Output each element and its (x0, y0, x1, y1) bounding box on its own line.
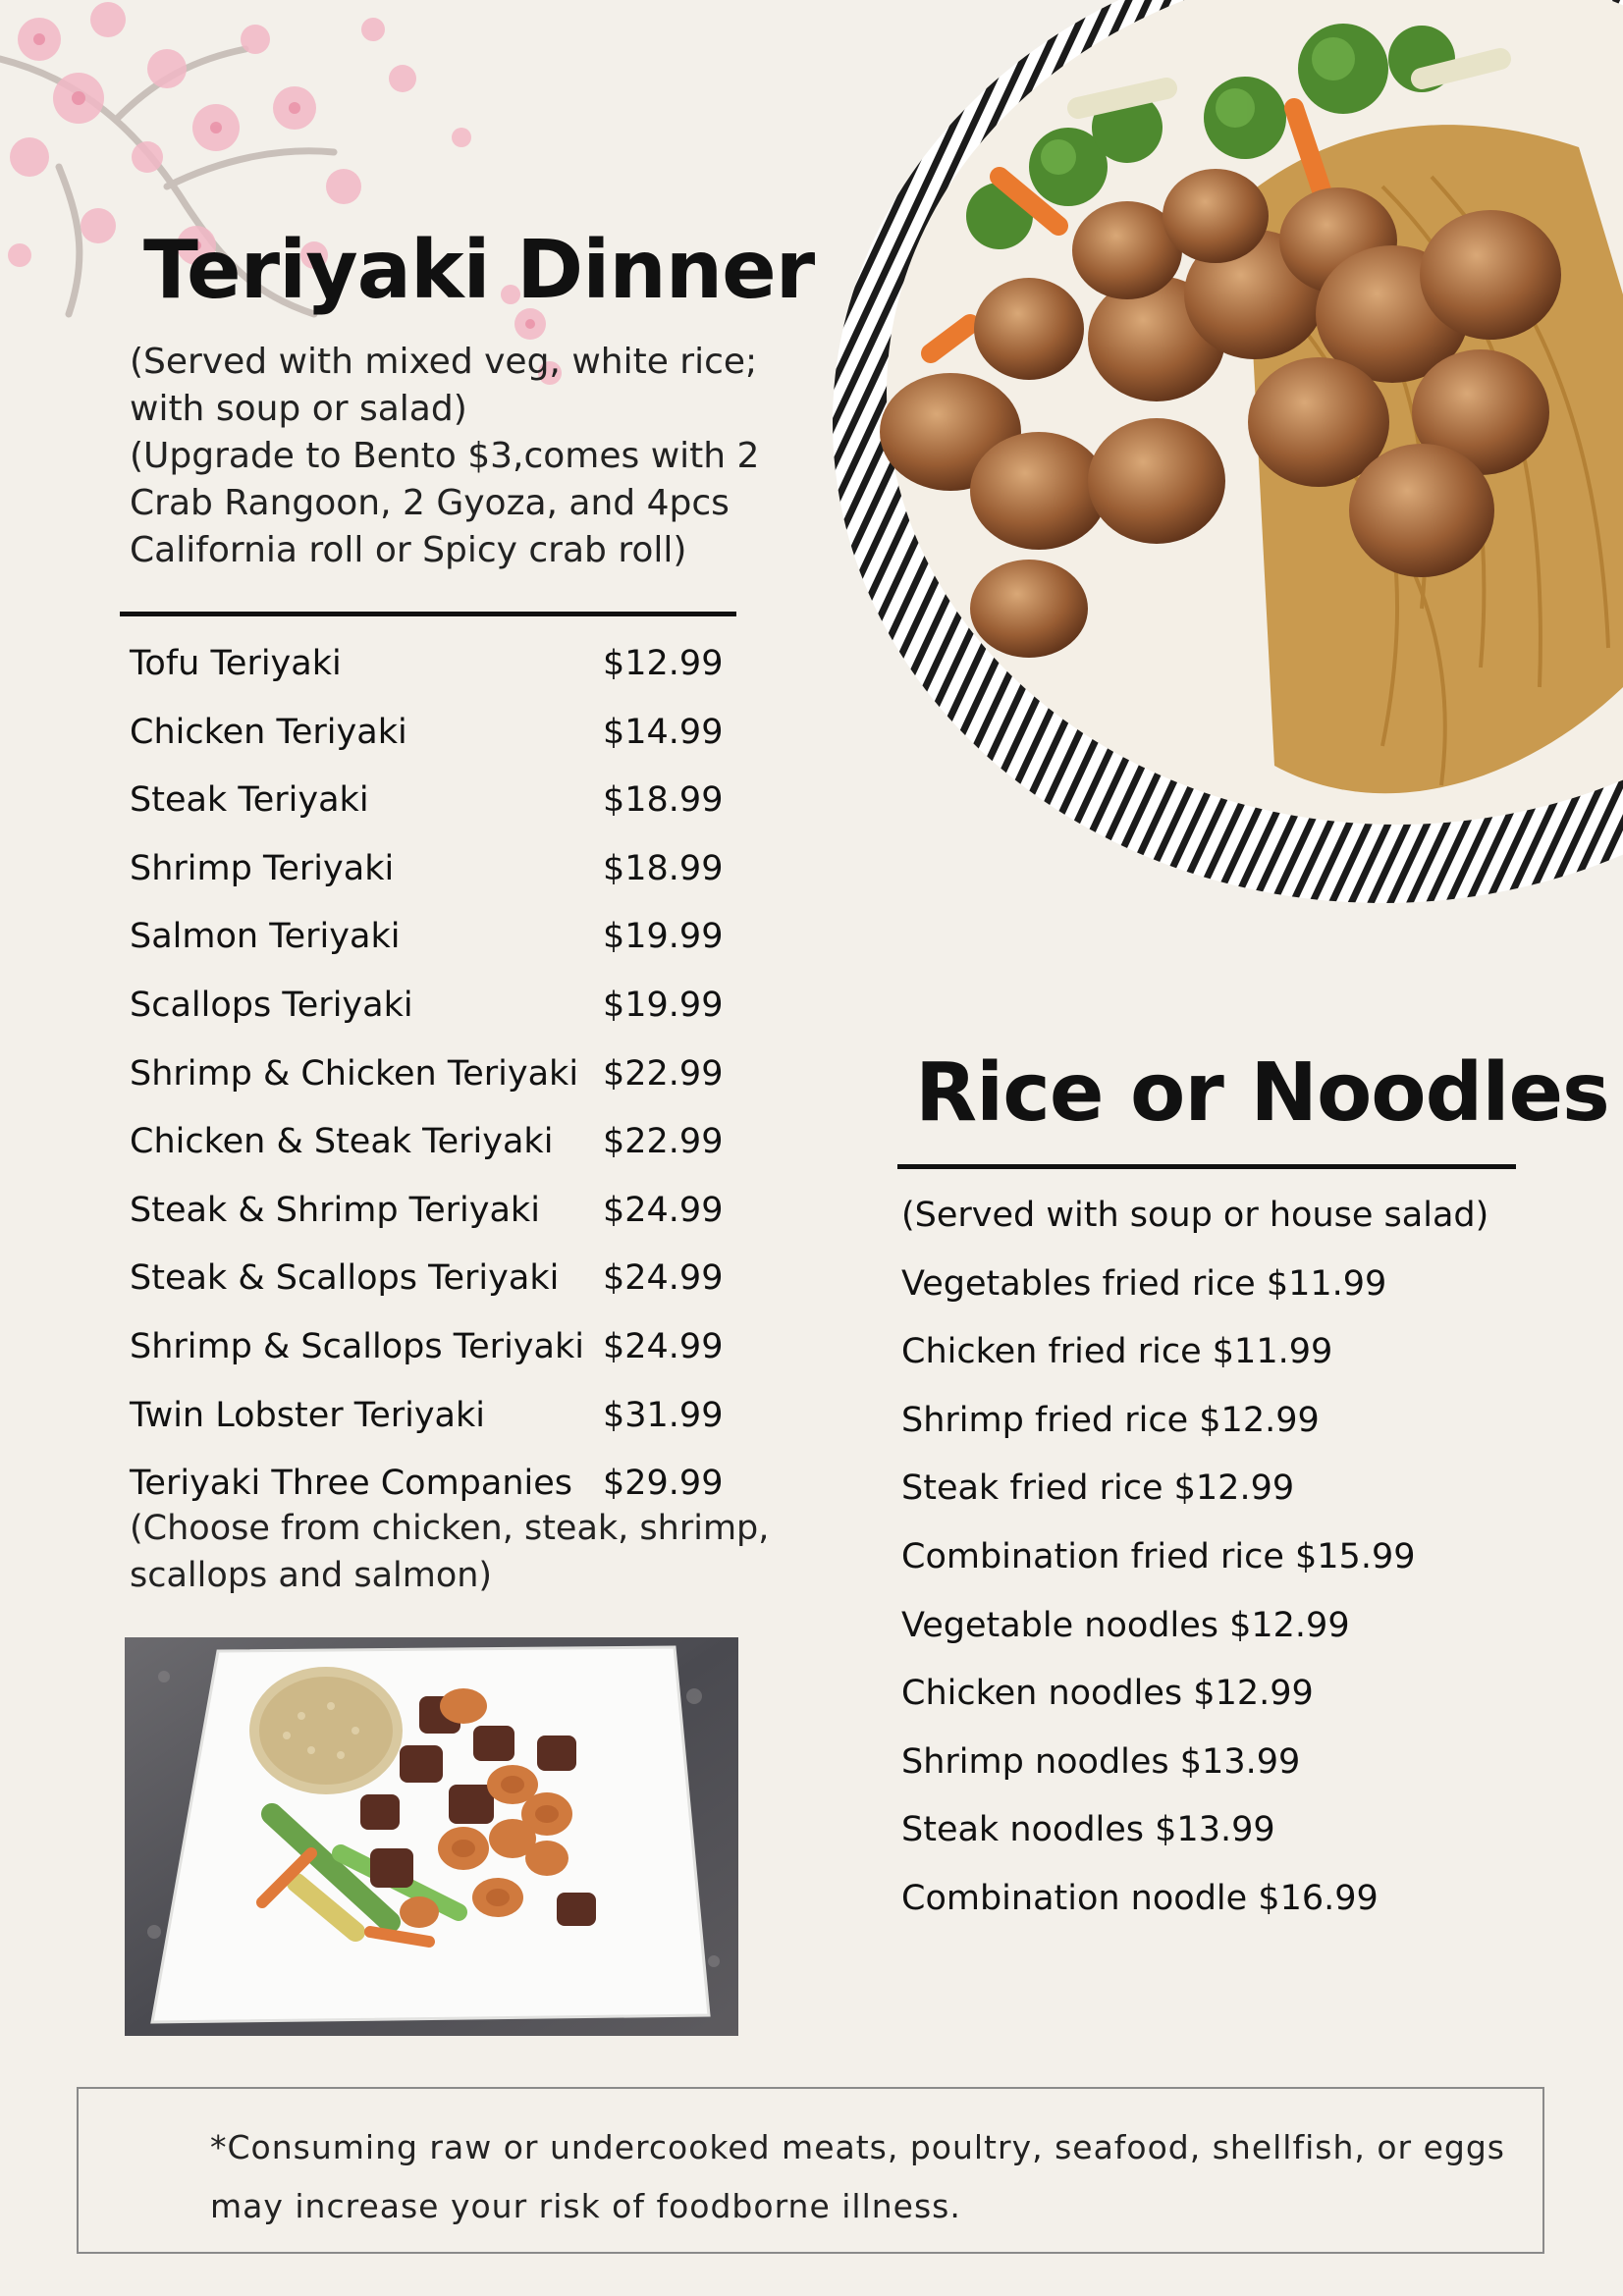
menu-item-name: Teriyaki Three Companies (130, 1464, 573, 1504)
rice-noodles-divider (897, 1164, 1516, 1169)
menu-item (130, 1048, 724, 1117)
menu-item-price: $12.99 (603, 644, 724, 683)
menu-item-name: Tofu Teriyaki (130, 644, 342, 683)
subtitle-line: Crab Rangoon, 2 Gyoza, and 4pcs (130, 483, 730, 523)
subtitle-line: (Served with mixed veg, white rice; (130, 342, 758, 382)
food-safety-notice (77, 2087, 1544, 2254)
menu-item-price: $19.99 (603, 985, 724, 1025)
menu-item-name: Salmon Teriyaki (130, 917, 401, 957)
menu-item (130, 843, 724, 912)
notice-text (210, 2118, 1505, 2236)
teriyaki-divider (120, 612, 736, 616)
menu-item-price: $24.99 (603, 1190, 724, 1230)
subtitle-line: California roll or Spicy crab roll) (130, 530, 687, 570)
menu-item (130, 707, 724, 775)
menu-item: Vegetable noodles $12.99 (901, 1605, 1350, 1645)
menu-item-name: Steak Teriyaki (130, 780, 369, 821)
menu-item-name: Shrimp Teriyaki (130, 848, 395, 888)
menu-item-price: $14.99 (603, 712, 724, 752)
menu-item-name: Chicken & Steak Teriyaki (130, 1122, 554, 1162)
menu-item-name: Shrimp & Scallops Teriyaki (130, 1326, 584, 1366)
rice-noodles-title: Rice or Noodles (915, 1046, 1609, 1140)
note-line: scallops and salmon) (130, 1556, 493, 1595)
menu-item: Shrimp noodles $13.99 (901, 1741, 1301, 1782)
menu-item-price: $24.99 (603, 1258, 724, 1299)
menu-item: Steak fried rice $12.99 (901, 1468, 1295, 1509)
notice-line: may increase your risk of foodborne illness. (210, 2187, 961, 2225)
menu-item-price: $22.99 (603, 1053, 724, 1094)
menu-item (130, 980, 724, 1048)
rice-noodles-list (901, 1192, 1589, 1944)
teriyaki-menu-list (130, 638, 724, 1526)
teriyaki-dinner-title: Teriyaki Dinner (143, 224, 815, 317)
menu-item-name: Chicken Teriyaki (130, 712, 407, 752)
menu-item-name: Steak & Shrimp Teriyaki (130, 1190, 540, 1230)
menu-item: Combination noodle $16.99 (901, 1878, 1379, 1918)
menu-item (130, 911, 724, 980)
rice-noodles-note: (Served with soup or house salad) (901, 1196, 1489, 1235)
scallops-plate-photo (833, 0, 1623, 913)
menu-item: Shrimp fried rice $12.99 (901, 1400, 1320, 1440)
menu-item: Chicken noodles $12.99 (901, 1674, 1314, 1714)
menu-item-price: $22.99 (603, 1122, 724, 1162)
note-line: (Choose from chicken, steak, shrimp, (130, 1509, 770, 1548)
menu-item (130, 1253, 724, 1321)
menu-item-name: Steak & Scallops Teriyaki (130, 1258, 560, 1299)
menu-item-name: Shrimp & Chicken Teriyaki (130, 1053, 579, 1094)
teriyaki-plate-photo (125, 1637, 738, 2036)
menu-item-price: $24.99 (603, 1326, 724, 1366)
three-companies-note (130, 1505, 770, 1599)
menu-item: Steak noodles $13.99 (901, 1810, 1275, 1850)
menu-item-price: $18.99 (603, 848, 724, 888)
menu-item: Combination fried rice $15.99 (901, 1536, 1416, 1576)
menu-item (130, 774, 724, 843)
menu-item-price: $18.99 (603, 780, 724, 821)
menu-item (130, 638, 724, 707)
menu-item-price: $19.99 (603, 917, 724, 957)
menu-item-price: $29.99 (603, 1464, 724, 1504)
teriyaki-subtitle (130, 339, 760, 574)
menu-item (130, 1185, 724, 1254)
menu-item-name: Twin Lobster Teriyaki (130, 1395, 485, 1435)
menu-item (130, 1390, 724, 1459)
subtitle-line: with soup or salad) (130, 389, 467, 429)
menu-item: Vegetables fried rice $11.99 (901, 1263, 1387, 1304)
menu-item (130, 1116, 724, 1185)
subtitle-line: (Upgrade to Bento $3,comes with 2 (130, 436, 760, 476)
menu-item-price: $31.99 (603, 1395, 724, 1435)
menu-item-name: Scallops Teriyaki (130, 985, 413, 1025)
menu-item: Chicken fried rice $11.99 (901, 1332, 1333, 1372)
menu-item (130, 1321, 724, 1390)
notice-line: *Consuming raw or undercooked meats, poultry, seafood, shellfish, or eggs (210, 2128, 1505, 2166)
